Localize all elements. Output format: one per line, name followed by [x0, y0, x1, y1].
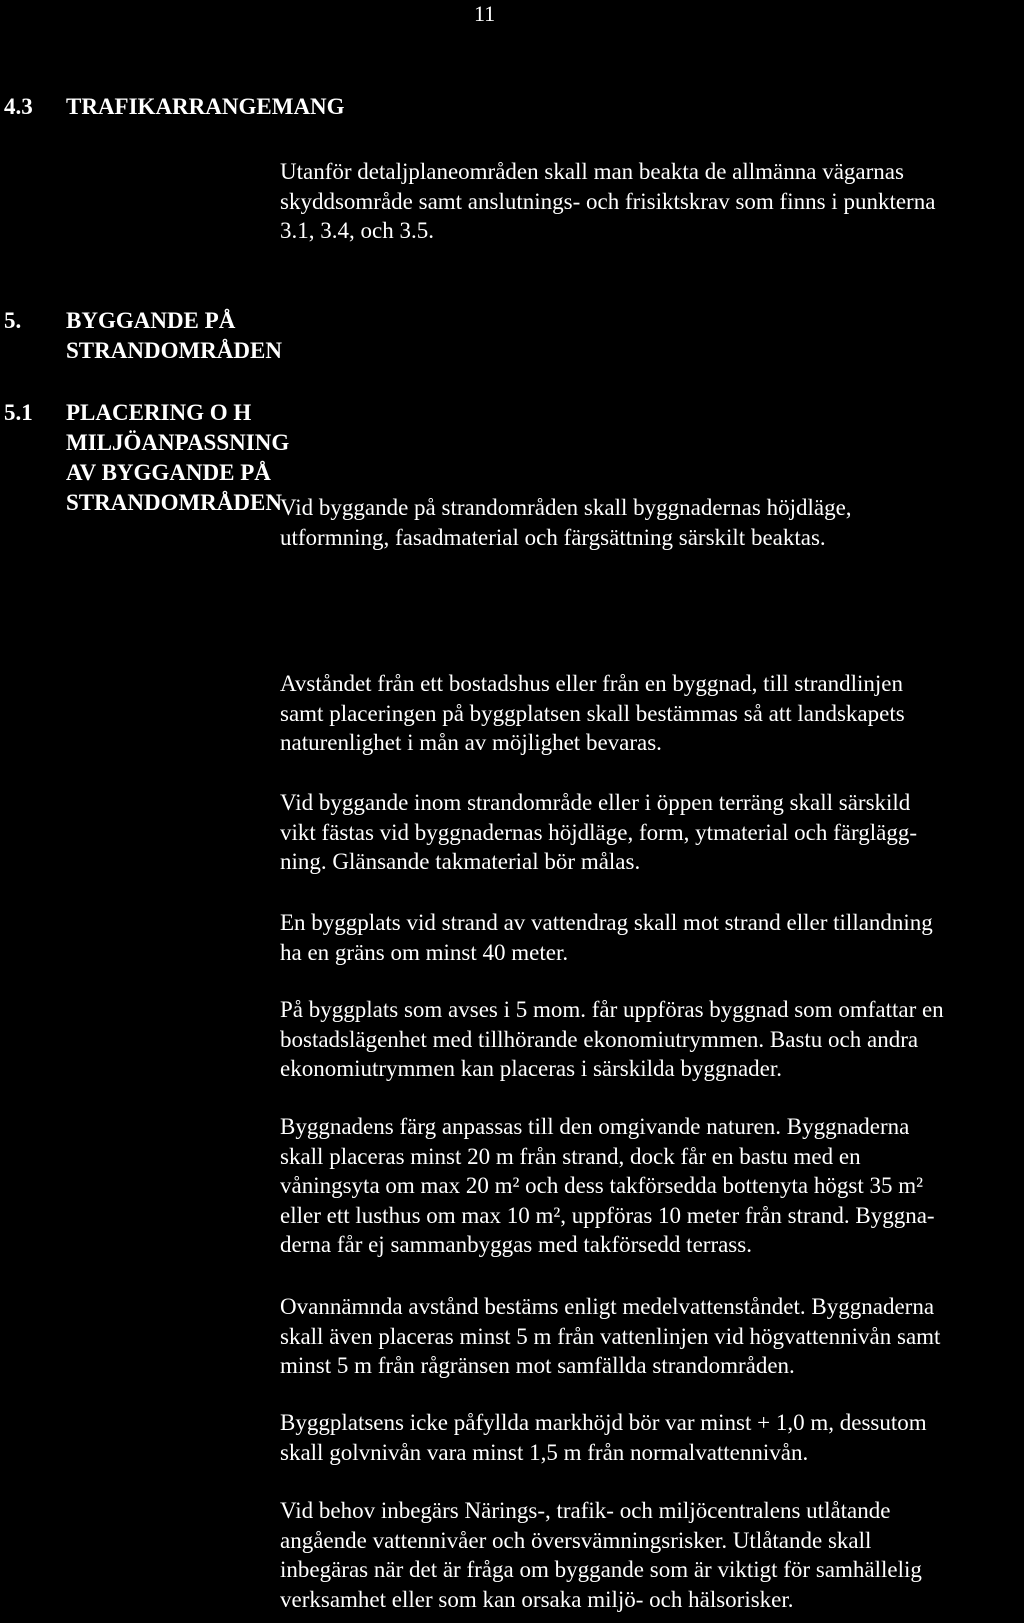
paragraph: Vid byggande på strandområden skall byggnadernas höjdläge, utformning, fasadmaterial och färgsättning särskilt beaktas.: [280, 495, 852, 550]
section-title: PLACERING O H MILJÖANPASSNING AV BYGGANDE PÅ STRANDOMRÅDEN: [66, 400, 290, 515]
section-title: BYGGANDE PÅ STRANDOMRÅDEN: [66, 308, 282, 363]
section-title: TRAFIKARRANGEMANG: [66, 94, 345, 119]
paragraph: Avståndet från ett bostadshus eller från en byggnad, till strandlinjen samt placeringen på byggplatsen skall bestämmas så att landskapets naturenlighet i mån av möjlighet bevaras.: [280, 671, 905, 755]
paragraph: Ovannämnda avstånd bestäms enligt medelvattenståndet. Byggnaderna skall även placeras minst 5 m från vattenlinjen vid högvattennivån samt minst 5 m från rågränsen mot samfällda strandområden.: [280, 1294, 941, 1378]
section-number: 5.1: [4, 400, 33, 425]
paragraph: På byggplats som avses i 5 mom. får uppföras byggnad som omfattar en bostadslägenhet med tillhörande ekonomiutrymmen. Bastu och andra ekonomiutrymmen kan placeras i särskilda byggnader.: [280, 997, 944, 1081]
paragraph: Byggnadens färg anpassas till den omgivande naturen. Byggnaderna skall placeras minst 20 m från strand, dock får en bastu med en våningsyta om max 20 m² och dess takförsedda bottenyta högst 35 m² eller ett lusthus om max 10 m², uppföras 10 meter från strand. Byggna- derna får ej sammanbyggas med takförsedd terrass.: [280, 1114, 935, 1257]
section-number: 5.: [4, 308, 22, 333]
paragraph: Byggplatsens icke påfyllda markhöjd bör var minst + 1,0 m, dessutom skall golvnivån vara minst 1,5 m från normalvattennivån.: [280, 1410, 927, 1465]
paragraph: Vid byggande inom strandområde eller i öppen terräng skall särskild vikt fästas vid byggnadernas höjdläge, form, ytmaterial och färglägg- ning. Glänsande takmaterial bör målas.: [280, 790, 917, 874]
paragraph: Utanför detaljplaneområden skall man beakta de allmänna vägarnas skyddsområde samt anslutnings- och frisiktskrav som finns i punkterna 3.1, 3.4, och 3.5.: [280, 159, 936, 243]
section-number: 4.3: [4, 94, 33, 119]
paragraph: En byggplats vid strand av vattendrag skall mot strand eller tillandning ha en gräns om minst 40 meter.: [280, 910, 933, 965]
page-number: 11: [474, 1, 496, 26]
paragraph: Vid behov inbegärs Närings-, trafik- och miljöcentralens utlåtande angående vattennivåer och översvämningsrisker. Utlåtande skall inbegäras när det är fråga om byggande som är viktigt för samhällelig verksamhet eller som kan orsaka miljö- och hälsorisker.: [280, 1498, 922, 1612]
